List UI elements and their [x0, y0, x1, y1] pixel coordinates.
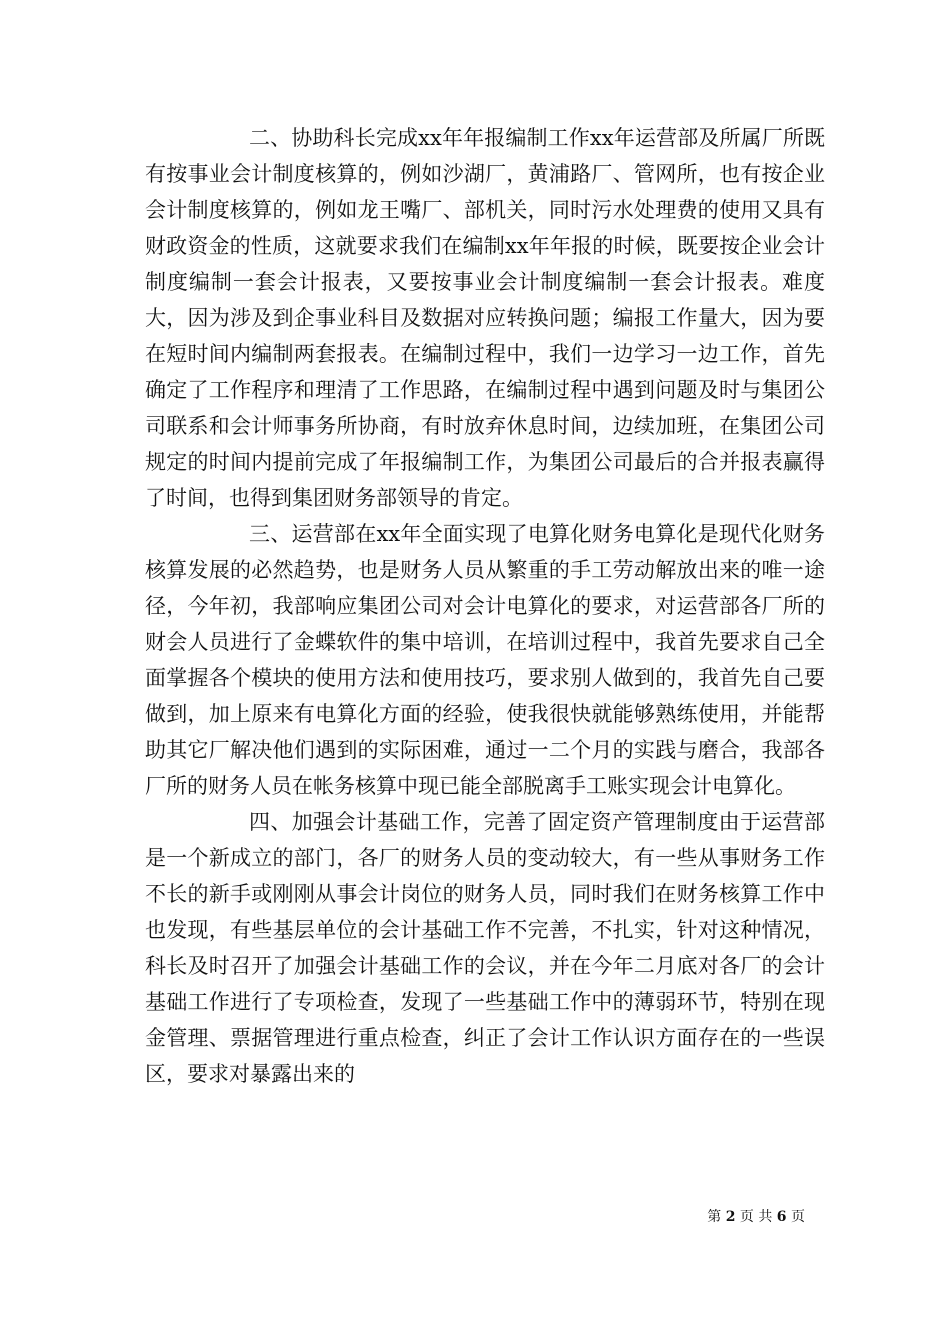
footer-current-page: 2 [725, 1209, 736, 1225]
footer-suffix: 页 [791, 1209, 805, 1225]
paragraph-section-four: 四、加强会计基础工作，完善了固定资产管理制度由于运营部是一个新成立的部门，各厂的财务人员的变动较大，有一些从事财务工作不长的新手或刚刚从事会计岗位的财务人员，同时我们在财务核算工作中也发现，有些基层单位的会计基础工作不完善，不扎实，针对这种情况，科长及时召开了加强会计基础工作的会议，并在今年二月底对各厂的会计基础工作进行了专项检查，发现了一些基础工作中的薄弱环节，特别在现金管理、票据管理进行重点检查，纠正了会计工作认识方面存在的一些误区，要求对暴露出来的 [145, 810, 825, 1086]
paragraph-section-three: 三、运营部在xx年全面实现了电算化财务电算化是现代化财务核算发展的必然趋势，也是财务人员从繁重的手工劳动解放出来的唯一途径，今年初，我部响应集团公司对会计电算化的要求，对运营部各厂所的财会人员进行了金蝶软件的集中培训，在培训过程中，我首先要求自己全面掌握各个模块的使用方法和使用技巧，要求别人做到的，我首先自己要做到，加上原来有电算化方面的经验，使我很快就能够熟练使用，并能帮助其它厂解决他们遇到的实际困难，通过一二个月的实践与磨合，我部各厂所的财务人员在帐务核算中现已能全部脱离手工账实现会计电算化。 [145, 522, 825, 798]
footer-total-pages: 6 [776, 1209, 787, 1225]
footer-prefix: 第 [707, 1209, 722, 1225]
paragraph-section-two: 二、协助科长完成xx年年报编制工作xx年运营部及所属厂所既有按事业会计制度核算的，例如沙湖厂，黄浦路厂、管网所，也有按企业会计制度核算的，例如龙王嘴厂、部机关，同时污水处理费的使用又具有财政资金的性质，这就要求我们在编制xx年年报的时候，既要按企业会计制度编制一套会计报表，又要按事业会计制度编制一套会计报表。难度大，因为涉及到企事业科目及数据对应转换问题；编报工作量大，因为要在短时间内编制两套报表。在编制过程中，我们一边学习一边工作，首先确定了工作程序和理清了工作思路，在编制过程中遇到问题及时与集团公司联系和会计师事务所协商，有时放弃休息时间，边续加班，在集团公司规定的时间内提前完成了年报编制工作，为集团公司最后的合并报表赢得了时间，也得到集团财务部领导的肯定。 [145, 126, 825, 510]
footer-middle: 页 共 [739, 1209, 773, 1225]
body-text [145, 120, 825, 1092]
page-number-footer [707, 1206, 805, 1226]
